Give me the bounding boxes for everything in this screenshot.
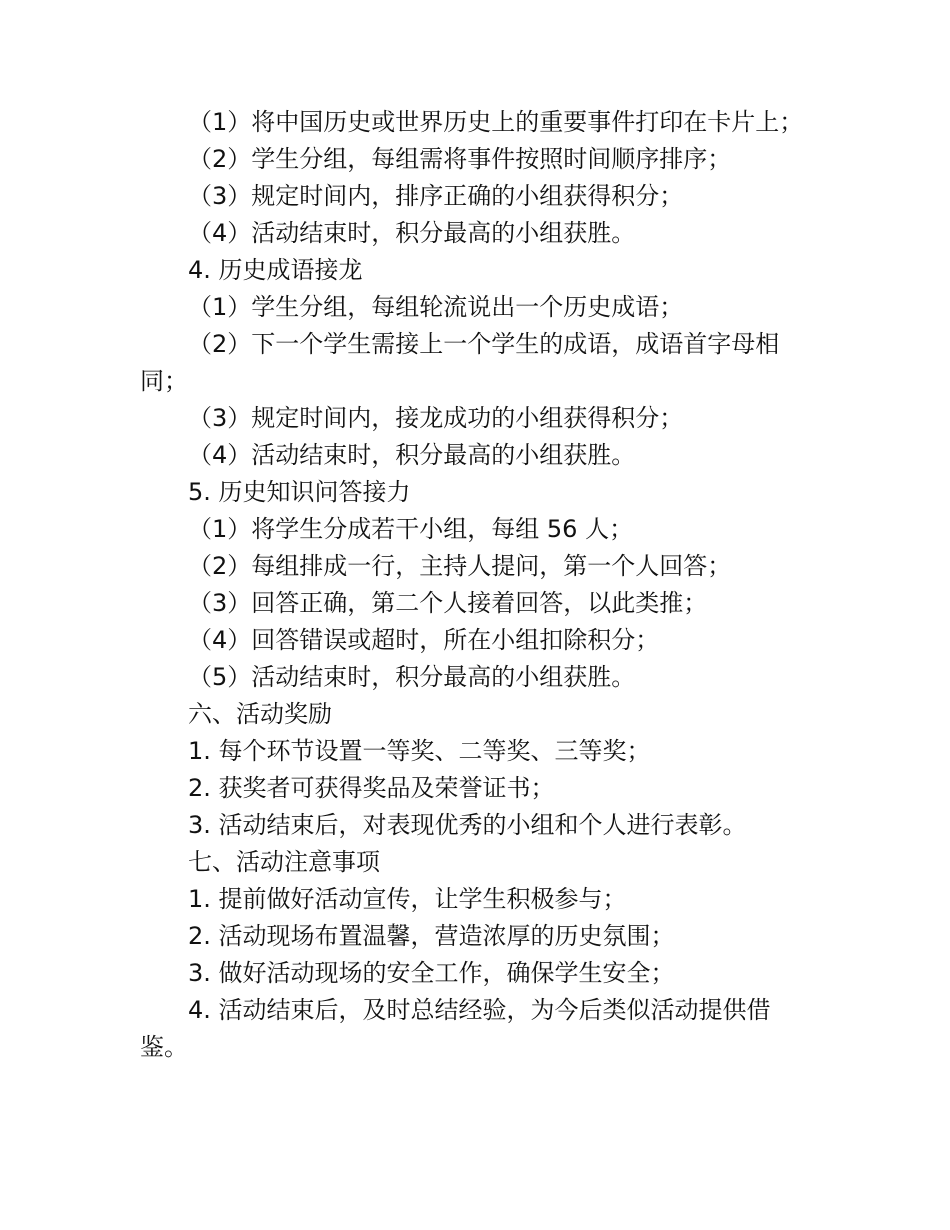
list-item: （1）将中国历史或世界历史上的重要事件打印在卡片上； [188, 108, 804, 136]
list-item: 3. 活动结束后，对表现优秀的小组和个人进行表彰。 [188, 811, 747, 839]
list-item: （2）每组排成一行，主持人提问，第一个人回答； [188, 552, 732, 580]
section-heading: 5. 历史知识问答接力 [188, 478, 411, 506]
list-item: 2. 获奖者可获得奖品及荣誉证书； [188, 774, 555, 802]
document-body [140, 104, 812, 1066]
list-item: （1）将学生分成若干小组，每组 56 人； [188, 515, 634, 543]
list-item: 3. 做好活动现场的安全工作，确保学生安全； [188, 959, 675, 987]
list-item: 4. 活动结束后，及时总结经验，为今后类似活动提供借鉴。 [140, 996, 771, 1061]
list-item: （5）活动结束时，积分最高的小组获胜。 [188, 663, 636, 691]
list-item: （2）下一个学生需接上一个学生的成语，成语首字母相同； [140, 330, 780, 395]
section-heading: 六、活动奖励 [188, 700, 332, 728]
list-item: （3）回答正确，第二个人接着回答，以此类推； [188, 589, 708, 617]
list-item: （4）活动结束时，积分最高的小组获胜。 [188, 219, 636, 247]
section-heading: 4. 历史成语接龙 [188, 256, 363, 284]
list-item: 1. 提前做好活动宣传，让学生积极参与； [188, 885, 627, 913]
list-item: 1. 每个环节设置一等奖、二等奖、三等奖； [188, 737, 651, 765]
list-item: （3）规定时间内，排序正确的小组获得积分； [188, 182, 684, 210]
list-item: 2. 活动现场布置温馨，营造浓厚的历史氛围； [188, 922, 675, 950]
list-item: （1）学生分组，每组轮流说出一个历史成语； [188, 293, 684, 321]
list-item: （4）活动结束时，积分最高的小组获胜。 [188, 441, 636, 469]
section-heading: 七、活动注意事项 [188, 848, 380, 876]
list-item: （4）回答错误或超时，所在小组扣除积分； [188, 626, 660, 654]
list-item: （2）学生分组，每组需将事件按照时间顺序排序； [188, 145, 732, 173]
list-item: （3）规定时间内，接龙成功的小组获得积分； [188, 404, 684, 432]
